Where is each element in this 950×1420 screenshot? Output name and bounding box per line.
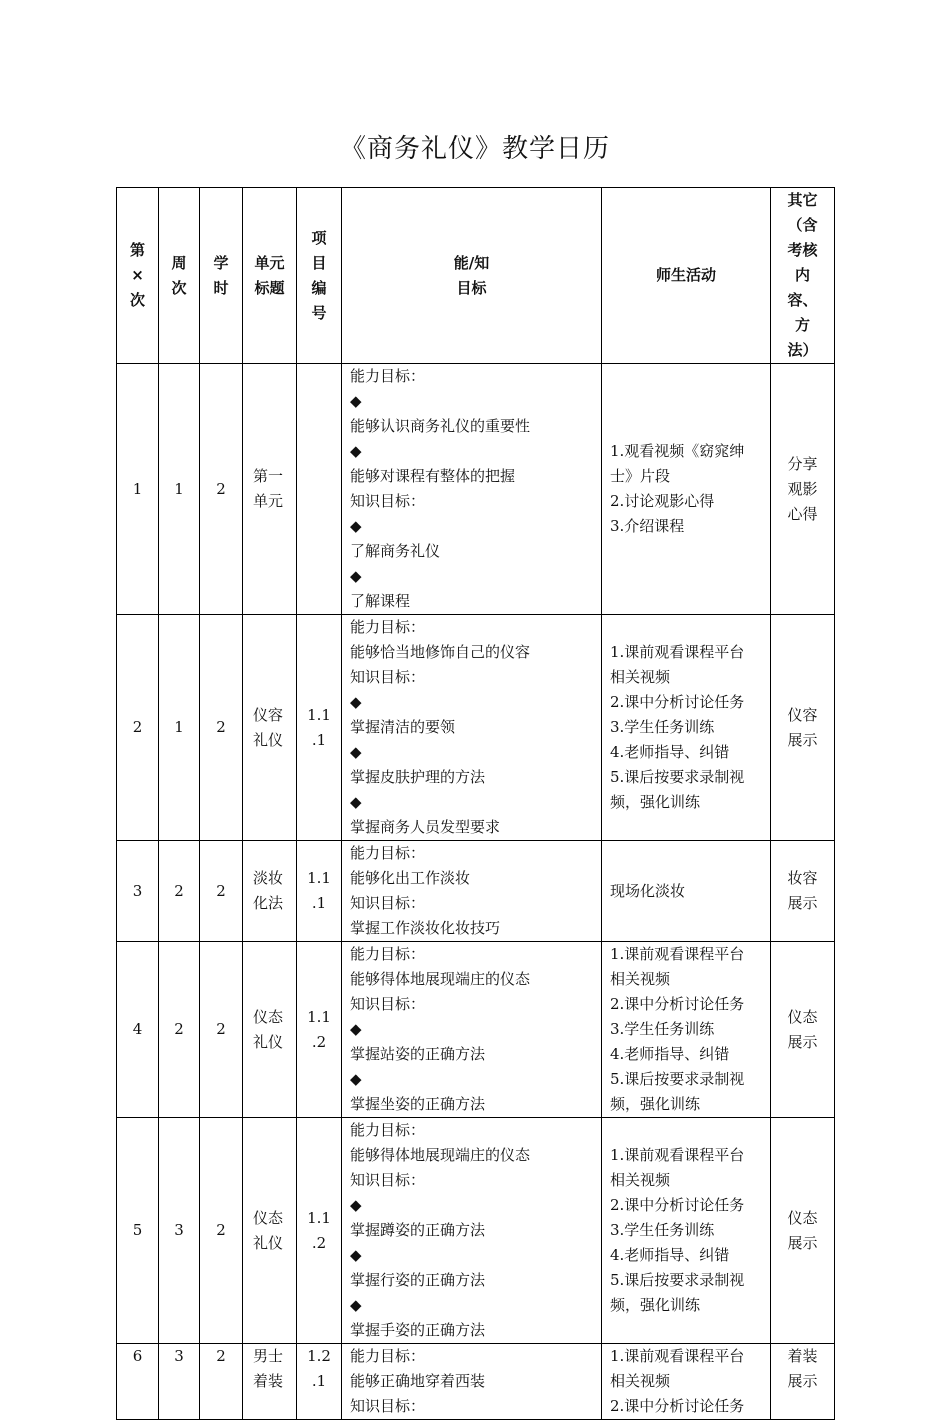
cell-week bbox=[159, 615, 200, 841]
cell-hours bbox=[200, 615, 243, 841]
cell-item bbox=[297, 1118, 342, 1344]
ability-goal-text: 能够恰当地修饰自己的仪容 bbox=[350, 643, 531, 661]
activity-line: 1.课前观看课程平台 bbox=[610, 643, 745, 661]
other-line: 观影 bbox=[787, 479, 818, 498]
cell-seq bbox=[117, 841, 159, 942]
other-line: 仪容 bbox=[787, 705, 818, 724]
header-hours-text: 时 bbox=[213, 278, 229, 297]
cell-hours bbox=[200, 841, 243, 942]
unit-title-line: 淡妆 bbox=[253, 869, 284, 887]
cell-other bbox=[771, 1118, 835, 1344]
item-number-line: 1.1 bbox=[307, 1007, 331, 1026]
activity-line: 2.课中分析讨论任务 bbox=[610, 693, 745, 711]
other-line: 仪态 bbox=[787, 1208, 818, 1227]
cell-goal bbox=[342, 615, 602, 841]
cell-unit bbox=[243, 1344, 297, 1420]
cell-seq bbox=[117, 364, 159, 615]
seq-value: 6 bbox=[132, 1347, 143, 1365]
hours-value: 2 bbox=[216, 1020, 226, 1038]
ability-goal-text: 能够认识商务礼仪的重要性 bbox=[350, 417, 531, 435]
header-week-text: 次 bbox=[171, 278, 187, 297]
header-item-text: 项 bbox=[311, 228, 327, 247]
cell-activity bbox=[602, 841, 771, 942]
week-value: 3 bbox=[174, 1347, 184, 1365]
cell-other bbox=[771, 1344, 835, 1420]
table-row bbox=[117, 841, 835, 942]
activity-line: 相关视频 bbox=[610, 668, 671, 686]
knowledge-goal-item bbox=[350, 916, 597, 941]
cell-activity bbox=[602, 364, 771, 615]
table-row bbox=[117, 364, 835, 615]
table-row bbox=[117, 1118, 835, 1344]
knowledge-goal-text: 了解课程 bbox=[350, 592, 411, 610]
cell-unit bbox=[243, 364, 297, 615]
knowledge-goal-item bbox=[350, 1193, 597, 1243]
ability-goal-item bbox=[350, 1143, 597, 1168]
activity-line: 3.学生任务训练 bbox=[610, 718, 715, 736]
activity-line: 相关视频 bbox=[610, 1372, 671, 1390]
activity-line: 相关视频 bbox=[610, 970, 671, 988]
other-line: 分享 bbox=[787, 454, 818, 473]
diamond-bullet-icon: ◆ bbox=[350, 1296, 362, 1314]
knowledge-goal-text: 掌握站姿的正确方法 bbox=[350, 1045, 486, 1063]
seq-value: 5 bbox=[132, 1221, 143, 1239]
activity-line: 1.课前观看课程平台 bbox=[610, 1347, 745, 1365]
header-other-text: 其它 bbox=[787, 191, 818, 209]
week-value: 2 bbox=[174, 881, 184, 900]
ability-goal-item bbox=[350, 866, 597, 891]
knowledge-goal-item bbox=[350, 690, 597, 740]
other-line: 展示 bbox=[787, 730, 818, 749]
activity-line: 4.老师指导、纠错 bbox=[610, 1045, 730, 1063]
cell-other bbox=[771, 942, 835, 1118]
cell-other bbox=[771, 615, 835, 841]
header-other bbox=[771, 188, 835, 364]
cell-activity bbox=[602, 1344, 771, 1420]
ability-goal-item bbox=[350, 439, 597, 489]
header-other-text: 法） bbox=[787, 341, 818, 359]
cell-seq bbox=[117, 942, 159, 1118]
activity-line: 3.介绍课程 bbox=[610, 517, 685, 535]
unit-title-line: 着装 bbox=[253, 1372, 284, 1390]
header-seq-text: × bbox=[131, 266, 144, 284]
activity-line: 1.观看视频《窈窕绅 bbox=[610, 442, 745, 460]
ability-goal-label: 能力目标： bbox=[350, 367, 426, 385]
knowledge-goal-item bbox=[350, 1293, 597, 1343]
item-number-line: 1.2 bbox=[307, 1347, 331, 1365]
cell-goal bbox=[342, 942, 602, 1118]
unit-title-line: 仪态 bbox=[253, 1208, 284, 1227]
unit-title-line: 仪态 bbox=[253, 1007, 284, 1026]
ability-goal-item bbox=[350, 389, 597, 439]
other-line: 妆容 bbox=[787, 869, 818, 887]
table-row bbox=[117, 1344, 835, 1420]
hours-value: 2 bbox=[216, 1347, 226, 1365]
activity-line: 5.课后按要求录制视 bbox=[610, 1271, 745, 1289]
cell-hours bbox=[200, 364, 243, 615]
diamond-bullet-icon: ◆ bbox=[350, 1070, 362, 1088]
knowledge-goal-label: 知识目标： bbox=[350, 668, 426, 686]
knowledge-goal-text: 掌握清洁的要领 bbox=[350, 718, 456, 736]
cell-other bbox=[771, 364, 835, 615]
activity-line: 4.老师指导、纠错 bbox=[610, 1246, 730, 1264]
week-value: 1 bbox=[174, 718, 184, 736]
week-value: 2 bbox=[174, 1020, 184, 1038]
header-goal-text: 目标 bbox=[456, 278, 487, 297]
header-hours bbox=[200, 188, 243, 364]
ability-goal-item bbox=[350, 1369, 597, 1394]
item-number-line: .1 bbox=[311, 894, 327, 912]
unit-title-line: 化法 bbox=[253, 894, 284, 912]
knowledge-goal-text: 掌握皮肤护理的方法 bbox=[350, 768, 486, 786]
ability-goal-label: 能力目标： bbox=[350, 1347, 426, 1365]
teaching-calendar-table bbox=[116, 187, 835, 1420]
activity-line: 2.课中分析讨论任务 bbox=[610, 1397, 745, 1415]
ability-goal-label: 能力目标： bbox=[350, 618, 426, 636]
cell-item bbox=[297, 615, 342, 841]
table-row bbox=[117, 942, 835, 1118]
cell-unit bbox=[243, 1118, 297, 1344]
cell-week bbox=[159, 1118, 200, 1344]
activity-line: 2.讨论观影心得 bbox=[610, 492, 715, 510]
seq-value: 1 bbox=[132, 479, 143, 498]
cell-goal bbox=[342, 364, 602, 615]
hours-value: 2 bbox=[216, 881, 226, 900]
ability-goal-label: 能力目标： bbox=[350, 844, 426, 862]
week-value: 1 bbox=[174, 479, 184, 498]
unit-title-line: 仪容 bbox=[253, 705, 284, 724]
unit-title-line: 单元 bbox=[253, 492, 284, 510]
activity-line: 5.课后按要求录制视 bbox=[610, 1070, 745, 1088]
diamond-bullet-icon: ◆ bbox=[350, 793, 362, 811]
diamond-bullet-icon: ◆ bbox=[350, 567, 362, 585]
knowledge-goal-label: 知识目标： bbox=[350, 894, 426, 912]
activity-line: 现场化淡妆 bbox=[610, 881, 686, 900]
hours-value: 2 bbox=[216, 1221, 226, 1239]
cell-goal bbox=[342, 1344, 602, 1420]
hours-value: 2 bbox=[216, 718, 226, 736]
activity-line: 3.学生任务训练 bbox=[610, 1020, 715, 1038]
header-week bbox=[159, 188, 200, 364]
cell-week bbox=[159, 364, 200, 615]
ability-goal-text: 能够得体地展现端庄的仪态 bbox=[350, 970, 531, 988]
activity-line: 2.课中分析讨论任务 bbox=[610, 1196, 745, 1214]
item-number-line: 1.1 bbox=[307, 1208, 331, 1227]
knowledge-goal-text: 掌握工作淡妆化妆技巧 bbox=[350, 919, 501, 937]
seq-value: 3 bbox=[132, 881, 143, 900]
other-line: 着装 bbox=[787, 1347, 818, 1365]
cell-goal bbox=[342, 841, 602, 942]
activity-line: 频，强化训练 bbox=[610, 793, 701, 811]
cell-week bbox=[159, 942, 200, 1118]
knowledge-goal-label: 知识目标： bbox=[350, 1171, 426, 1189]
header-goal bbox=[342, 188, 602, 364]
header-activity: 师生活动 bbox=[602, 188, 771, 364]
knowledge-goal-item bbox=[350, 1067, 597, 1117]
diamond-bullet-icon: ◆ bbox=[350, 1020, 362, 1038]
cell-unit bbox=[243, 942, 297, 1118]
item-number-line: .2 bbox=[311, 1032, 327, 1051]
activity-line: 2.课中分析讨论任务 bbox=[610, 995, 745, 1013]
ability-goal-label: 能力目标： bbox=[350, 945, 426, 963]
header-other-text: （含 bbox=[787, 216, 818, 234]
item-number-line: .1 bbox=[311, 1372, 327, 1390]
knowledge-goal-label: 知识目标： bbox=[350, 995, 426, 1013]
item-number-line: 1.1 bbox=[307, 705, 331, 724]
cell-unit bbox=[243, 615, 297, 841]
activity-line: 1.课前观看课程平台 bbox=[610, 1146, 745, 1164]
knowledge-goal-label: 知识目标： bbox=[350, 492, 426, 510]
other-line: 仪态 bbox=[787, 1007, 818, 1026]
unit-title-line: 礼仪 bbox=[253, 1233, 284, 1252]
cell-activity bbox=[602, 942, 771, 1118]
ability-goal-text: 能够化出工作淡妆 bbox=[350, 869, 471, 887]
knowledge-goal-item bbox=[350, 740, 597, 790]
other-line: 展示 bbox=[787, 894, 818, 912]
knowledge-goal-text: 掌握坐姿的正确方法 bbox=[350, 1095, 486, 1113]
header-goal-text: 能/知 bbox=[453, 253, 490, 272]
activity-line: 4.老师指导、纠错 bbox=[610, 743, 730, 761]
activity-line: 相关视频 bbox=[610, 1171, 671, 1189]
cell-goal bbox=[342, 1118, 602, 1344]
header-other-text: 方 bbox=[794, 316, 810, 334]
header-item-text: 编 bbox=[311, 278, 327, 297]
diamond-bullet-icon: ◆ bbox=[350, 743, 362, 761]
cell-item bbox=[297, 942, 342, 1118]
item-number-line: .2 bbox=[311, 1233, 327, 1252]
item-number-line: 1.1 bbox=[307, 869, 331, 887]
cell-week bbox=[159, 841, 200, 942]
knowledge-goal-item bbox=[350, 514, 597, 564]
unit-title-line: 男士 bbox=[253, 1347, 284, 1365]
header-unit-text: 单元 bbox=[254, 253, 285, 272]
diamond-bullet-icon: ◆ bbox=[350, 1246, 362, 1264]
table-row bbox=[117, 615, 835, 841]
page-title: 《商务礼仪》教学日历 bbox=[339, 134, 610, 164]
cell-other bbox=[771, 841, 835, 942]
unit-title-line: 礼仪 bbox=[253, 1032, 284, 1051]
knowledge-goal-text: 掌握商务人员发型要求 bbox=[350, 818, 501, 836]
diamond-bullet-icon: ◆ bbox=[350, 517, 362, 535]
seq-value: 2 bbox=[132, 718, 143, 736]
header-week-text: 周 bbox=[171, 253, 187, 272]
knowledge-goal-text: 掌握蹲姿的正确方法 bbox=[350, 1221, 486, 1239]
knowledge-goal-text: 了解商务礼仪 bbox=[350, 542, 441, 560]
unit-title-line: 礼仪 bbox=[253, 730, 284, 749]
activity-line: 频，强化训练 bbox=[610, 1095, 701, 1113]
hours-value: 2 bbox=[216, 479, 226, 498]
cell-item bbox=[297, 1344, 342, 1420]
ability-goal-text: 能够正确地穿着西装 bbox=[350, 1372, 486, 1390]
other-line: 展示 bbox=[787, 1233, 818, 1252]
ability-goal-item bbox=[350, 640, 597, 665]
cell-week bbox=[159, 1344, 200, 1420]
knowledge-goal-label: 知识目标： bbox=[350, 1397, 426, 1415]
diamond-bullet-icon: ◆ bbox=[350, 442, 362, 460]
knowledge-goal-item bbox=[350, 790, 597, 840]
header-unit bbox=[243, 188, 297, 364]
cell-hours bbox=[200, 1118, 243, 1344]
unit-title-line: 第一 bbox=[253, 467, 284, 485]
header-hours-text: 学 bbox=[213, 253, 229, 272]
knowledge-goal-item bbox=[350, 564, 597, 614]
other-line: 心得 bbox=[787, 504, 818, 523]
header-seq bbox=[117, 188, 159, 364]
knowledge-goal-item bbox=[350, 1243, 597, 1293]
header-seq-text: 第 bbox=[129, 241, 145, 259]
cell-item bbox=[297, 841, 342, 942]
header-other-text: 内 bbox=[794, 266, 810, 284]
cell-item bbox=[297, 364, 342, 615]
cell-seq bbox=[117, 1344, 159, 1420]
activity-line: 1.课前观看课程平台 bbox=[610, 945, 745, 963]
cell-seq bbox=[117, 1118, 159, 1344]
other-line: 展示 bbox=[787, 1372, 818, 1390]
header-item bbox=[297, 188, 342, 364]
knowledge-goal-item bbox=[350, 1017, 597, 1067]
seq-value: 4 bbox=[132, 1020, 143, 1038]
header-other-text: 容、 bbox=[787, 291, 818, 309]
activity-line: 5.课后按要求录制视 bbox=[610, 768, 745, 786]
activity-line: 频，强化训练 bbox=[610, 1296, 701, 1314]
other-line: 展示 bbox=[787, 1032, 818, 1051]
header-item-text: 目 bbox=[311, 253, 327, 272]
cell-seq bbox=[117, 615, 159, 841]
cell-activity bbox=[602, 1118, 771, 1344]
cell-hours bbox=[200, 942, 243, 1118]
cell-activity bbox=[602, 615, 771, 841]
ability-goal-text: 能够得体地展现端庄的仪态 bbox=[350, 1146, 531, 1164]
header-other-text: 考核 bbox=[787, 241, 818, 259]
diamond-bullet-icon: ◆ bbox=[350, 1196, 362, 1214]
ability-goal-text: 能够对课程有整体的把握 bbox=[350, 467, 516, 485]
diamond-bullet-icon: ◆ bbox=[350, 693, 362, 711]
header-item-text: 号 bbox=[311, 303, 327, 322]
ability-goal-label: 能力目标： bbox=[350, 1121, 426, 1139]
header-row bbox=[117, 188, 835, 364]
header-seq-text: 次 bbox=[129, 291, 145, 309]
knowledge-goal-text: 掌握手姿的正确方法 bbox=[350, 1321, 486, 1339]
header-unit-text: 标题 bbox=[254, 278, 285, 297]
ability-goal-item bbox=[350, 967, 597, 992]
activity-line: 士》片段 bbox=[610, 467, 671, 485]
cell-hours bbox=[200, 1344, 243, 1420]
knowledge-goal-text: 掌握行姿的正确方法 bbox=[350, 1271, 486, 1289]
item-number-line: .1 bbox=[311, 730, 327, 749]
week-value: 3 bbox=[174, 1221, 184, 1239]
cell-unit bbox=[243, 841, 297, 942]
activity-line: 3.学生任务训练 bbox=[610, 1221, 715, 1239]
diamond-bullet-icon: ◆ bbox=[350, 392, 362, 410]
